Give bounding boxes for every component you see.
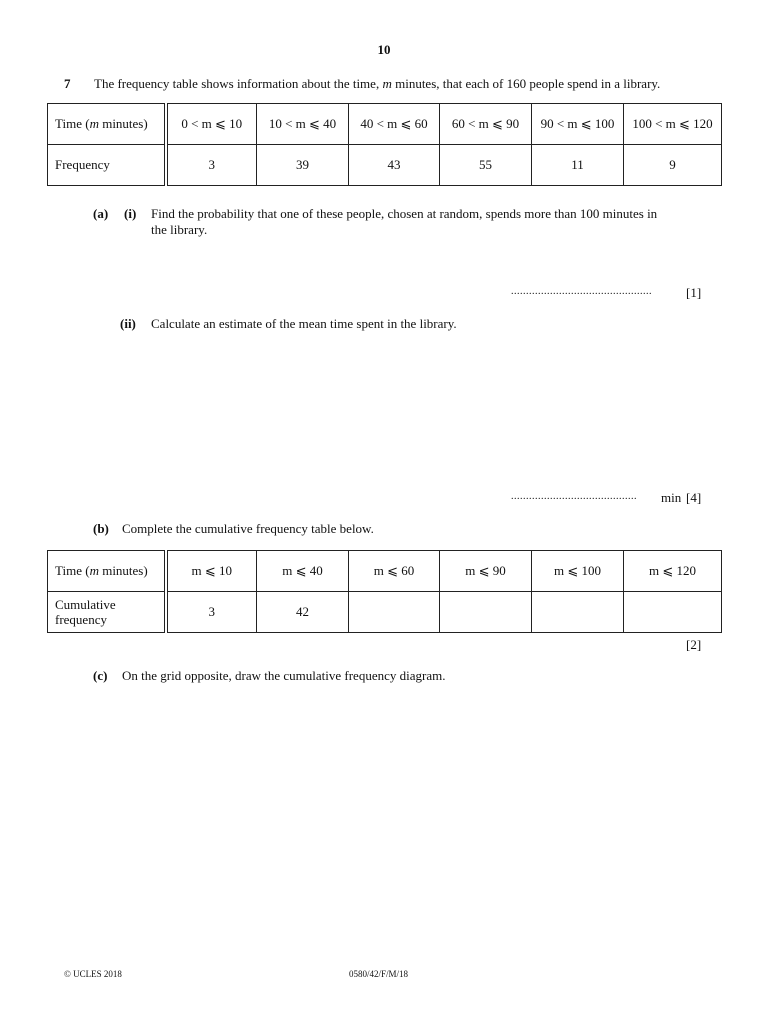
frequency-label: Frequency	[48, 145, 166, 186]
question-stem	[94, 76, 734, 92]
interval-cell: 60 < m ⩽ 90	[440, 104, 532, 145]
bound-cell: m ⩽ 120	[624, 551, 722, 592]
time-header-suffix: minutes)	[98, 116, 148, 131]
part-b-label: (b)	[93, 521, 109, 536]
frequency-table-value-row	[48, 145, 722, 186]
interval-cell: 10 < m ⩽ 40	[257, 104, 349, 145]
part-a-i-label: (i)	[124, 206, 137, 221]
answer-line-a-i[interactable]: ...............................................	[511, 286, 652, 297]
part-a-ii-label: (ii)	[120, 316, 136, 331]
frequency-cell: 43	[349, 145, 440, 186]
bound-cell: m ⩽ 100	[532, 551, 624, 592]
cf-cell: 42	[257, 592, 349, 633]
cf-time-header-suffix: minutes)	[98, 563, 148, 578]
frequency-cell: 3	[166, 145, 257, 186]
interval-cell: 0 < m ⩽ 10	[166, 104, 257, 145]
question-stem-end: minutes, that each of 160 people spend in a library.	[391, 76, 661, 91]
page-number: 10	[377, 42, 391, 57]
part-c-label: (c)	[93, 668, 108, 683]
part-a-i-text-line1: Find the probability that one of these people, chosen at random, spends more than 100 minutes in	[151, 206, 658, 221]
answer-line-a-ii[interactable]: ..........................................	[511, 491, 637, 502]
part-a-label: (a)	[93, 206, 109, 221]
cf-table-header-row	[48, 551, 722, 592]
frequency-cell: 9	[624, 145, 722, 186]
part-c-text: On the grid opposite, draw the cumulative frequency diagram.	[122, 668, 446, 683]
cf-answer-cell[interactable]	[532, 592, 624, 633]
cf-time-header-var: m	[89, 563, 99, 578]
bound-cell: m ⩽ 60	[349, 551, 440, 592]
part-b-text: Complete the cumulative frequency table below.	[122, 521, 374, 536]
frequency-table	[47, 103, 722, 186]
cf-answer-cell[interactable]	[440, 592, 532, 633]
frequency-table-header-row	[48, 104, 722, 145]
interval-cell: 90 < m ⩽ 100	[532, 104, 624, 145]
part-a-ii-text: Calculate an estimate of the mean time spent in the library.	[151, 316, 457, 331]
variable-m: m	[382, 76, 392, 91]
bound-cell: m ⩽ 10	[166, 551, 257, 592]
bound-cell: m ⩽ 90	[440, 551, 532, 592]
cf-time-header-prefix: Time (	[55, 563, 90, 578]
frequency-cell: 55	[440, 145, 532, 186]
marks-a-i: [1]	[686, 285, 702, 300]
marks-a-ii: [4]	[686, 490, 702, 505]
cumulative-frequency-table	[47, 550, 722, 633]
cf-table-value-row	[48, 592, 722, 633]
marks-b: [2]	[686, 637, 702, 652]
part-a-i-text-line2: the library.	[151, 222, 208, 237]
interval-cell: 40 < m ⩽ 60	[349, 104, 440, 145]
time-header-var: m	[89, 116, 99, 131]
question-stem-start: The frequency table shows information about the time,	[94, 76, 383, 91]
cf-answer-cell[interactable]	[624, 592, 722, 633]
cumulative-frequency-label: Cumulative frequency	[48, 592, 166, 633]
frequency-cell: 39	[257, 145, 349, 186]
interval-cell: 100 < m ⩽ 120	[624, 104, 722, 145]
cf-answer-cell[interactable]	[349, 592, 440, 633]
answer-unit-min: min	[661, 490, 682, 505]
time-header-cell	[48, 104, 166, 145]
frequency-cell: 11	[532, 145, 624, 186]
footer-copyright: © UCLES 2018	[64, 969, 122, 979]
footer-paper-code: 0580/42/F/M/18	[349, 969, 409, 979]
question-number: 7	[64, 76, 71, 91]
cf-time-header-cell	[48, 551, 166, 592]
cf-cell: 3	[166, 592, 257, 633]
bound-cell: m ⩽ 40	[257, 551, 349, 592]
time-header-prefix: Time (	[55, 116, 90, 131]
